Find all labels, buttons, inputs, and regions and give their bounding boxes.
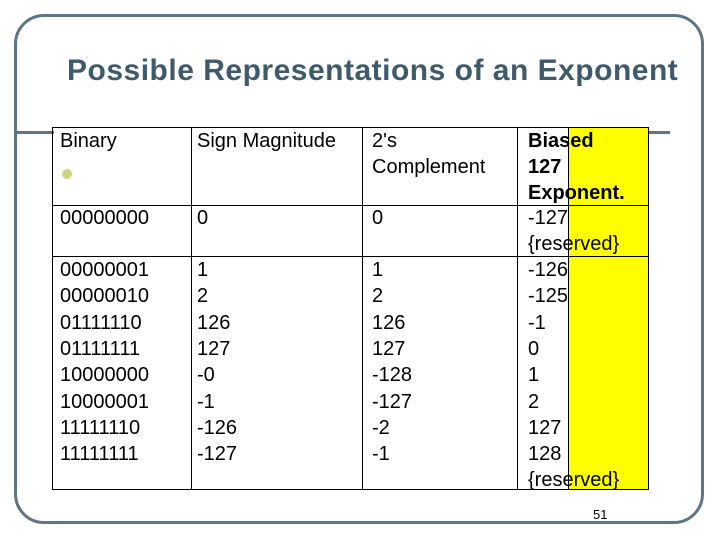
header-sign-magnitude: Sign Magnitude xyxy=(197,130,336,152)
cell-binary: 10000000 xyxy=(60,364,149,387)
cell-twos-complement: 2 xyxy=(372,285,384,308)
cell-biased: -1 xyxy=(528,311,546,334)
page-number: 51 xyxy=(593,507,608,522)
header-biased: Biased 127 Exponent. xyxy=(528,130,625,204)
cell-sign-magnitude: 1 xyxy=(197,259,209,281)
cell-binary: 10000001 xyxy=(60,390,149,413)
cell-twos-complement: 126 xyxy=(372,311,406,334)
cell-twos-complement: 1 xyxy=(372,259,384,281)
bullet-icon xyxy=(62,169,72,179)
column-divider xyxy=(191,128,192,489)
header-binary: Binary xyxy=(60,130,117,152)
cell-sign-magnitude: -1 xyxy=(197,390,215,413)
cell-twos-complement: -127 xyxy=(372,390,413,413)
cell-sign-magnitude: 126 xyxy=(197,311,231,334)
column-divider xyxy=(517,128,518,489)
exponent-table xyxy=(52,127,649,490)
cell-binary: 01111111 xyxy=(60,337,141,360)
cell-biased: -125 xyxy=(528,285,569,308)
cell-sign-magnitude: 2 xyxy=(197,285,209,308)
cell-twos-complement: -1 xyxy=(372,443,390,466)
zero-row-twos-complement: 0 xyxy=(372,207,384,229)
cell-biased: 0 xyxy=(528,337,540,360)
cell-twos-complement: 127 xyxy=(372,337,406,360)
slide-title: Possible Representations of an Exponent xyxy=(67,54,679,87)
cell-biased: 2 xyxy=(528,390,540,413)
cell-sign-magnitude: -126 xyxy=(197,416,238,439)
cell-biased: 127 xyxy=(528,416,562,439)
cell-sign-magnitude: -127 xyxy=(197,443,238,466)
cell-binary: 00000001 xyxy=(60,259,149,281)
cell-twos-complement: -2 xyxy=(372,416,390,439)
header-twos-complement: 2's Complement xyxy=(372,130,486,178)
title-rule-right xyxy=(648,131,670,134)
column-divider xyxy=(362,128,363,489)
cell-binary: 01111110 xyxy=(60,311,142,334)
cell-binary: 00000010 xyxy=(60,285,149,308)
cell-sign-magnitude: 127 xyxy=(197,337,231,360)
cell-biased: 1 xyxy=(528,364,540,387)
cell-binary: 11111111 xyxy=(60,443,139,466)
zero-row-sign-magnitude: 0 xyxy=(197,207,209,229)
zero-row-binary: 00000000 xyxy=(60,207,149,229)
cell-biased: -126 xyxy=(528,259,569,281)
cell-twos-complement: -128 xyxy=(372,364,413,387)
cell-biased: 128 {reserved} xyxy=(528,443,620,492)
cell-binary: 11111110 xyxy=(60,416,141,439)
zero-row-biased: -127 {reserved} xyxy=(528,207,620,255)
title-rule-left xyxy=(14,131,54,134)
cell-sign-magnitude: -0 xyxy=(197,364,215,387)
